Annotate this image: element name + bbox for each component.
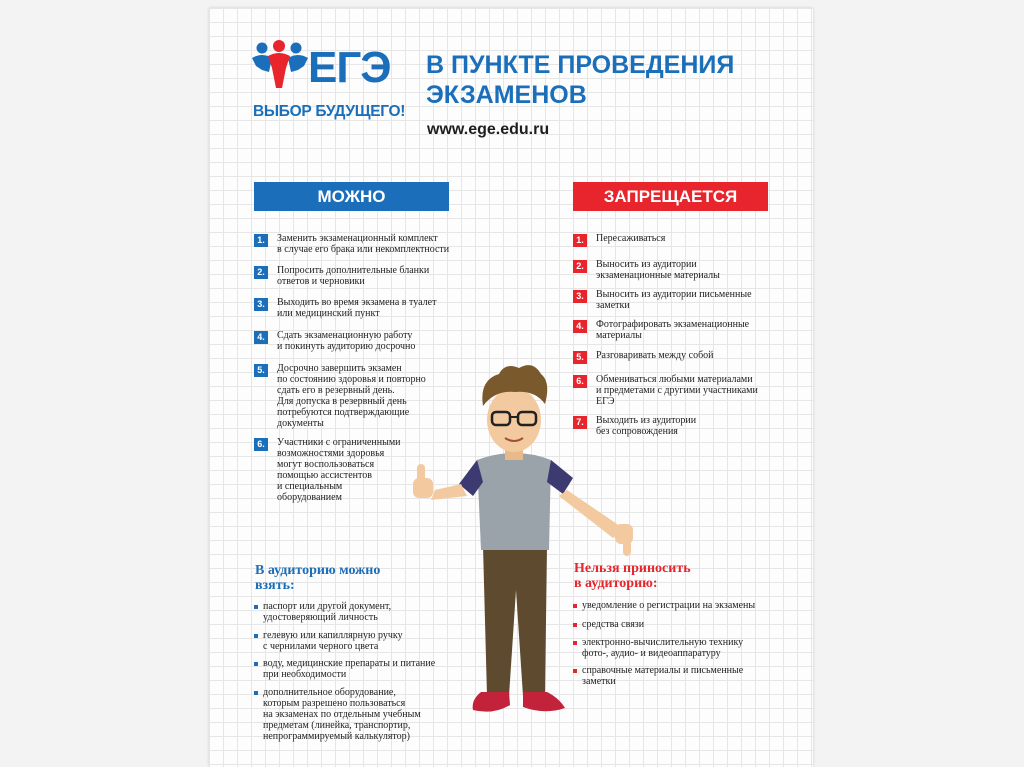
item-text: Пересаживаться (596, 233, 666, 244)
item-number: 5. (254, 364, 268, 377)
can-bring-item: паспорт или другой документ, удостоверяющий личность (254, 601, 391, 623)
item-number: 3. (573, 290, 587, 303)
logo-slogan: ВЫБОР БУДУЩЕГО! (253, 103, 406, 120)
allowed-banner: МОЖНО (254, 182, 449, 211)
item-number: 2. (573, 260, 587, 273)
can-bring-item: дополнительное оборудование, которым разрешено пользоваться на экзаменах по отдельным учебным предметам (линейка, транспортир, непрограммируемый калькулятор) (254, 687, 421, 742)
item-number: 5. (573, 351, 587, 364)
page-title (426, 50, 796, 110)
item-number: 2. (254, 266, 268, 279)
people-figures-icon (252, 40, 308, 90)
item-text: Выносить из аудитории экзаменационные материалы (596, 259, 720, 281)
item-text: Обмениваться любыми материалами и предметами с другими участниками ЕГЭ (596, 374, 758, 407)
allowed-item (254, 437, 401, 503)
item-number: 4. (254, 331, 268, 344)
cannot-bring-item: уведомление о регистрации на экзамены (573, 600, 755, 611)
forbidden-item (573, 289, 752, 311)
item-text: Выходить из аудитории без сопровождения (596, 415, 697, 437)
item-text: Досрочно завершить экзамен по состоянию здоровья и повторно сдать его в резервный день. Для допуска в резервный день потребуются подтверждающие документы (277, 363, 426, 429)
item-number: 4. (573, 320, 587, 333)
item-text: Разговаривать между собой (596, 350, 714, 361)
can-bring-heading: В аудиторию можно взять: (255, 563, 381, 593)
allowed-item (254, 265, 429, 287)
item-number: 3. (254, 298, 268, 311)
item-text: Сдать экзаменационную работу и покинуть аудиторию досрочно (277, 330, 416, 352)
title-line-2: ЭКЗАМЕНОВ (426, 81, 587, 109)
forbidden-item (573, 319, 749, 341)
item-text: Выносить из аудитории письменные заметки (596, 289, 752, 311)
allowed-item (254, 297, 436, 319)
item-text: Фотографировать экзаменационные материалы (596, 319, 750, 341)
site-url-link[interactable]: www.ege.edu.ru (427, 121, 550, 138)
allowed-item (254, 233, 449, 255)
cannot-bring-item: электронно-вычислительную технику фото-, аудио- и видеоаппаратуру (573, 637, 743, 659)
item-number: 1. (254, 234, 268, 247)
cannot-bring-item: средства связи (573, 619, 644, 630)
can-bring-item: гелевую или капиллярную ручку с чернилами черного цвета (254, 630, 403, 652)
allowed-item (254, 330, 415, 352)
item-text: Заменить экзаменационный комплект в случае его брака или некомплектности (277, 233, 450, 255)
cannot-bring-item: справочные материалы и письменные заметки (573, 665, 743, 687)
forbidden-item (573, 233, 665, 247)
cannot-bring-heading: Нельзя приносить в аудиторию: (574, 561, 691, 591)
item-number: 6. (254, 438, 268, 451)
item-number: 6. (573, 375, 587, 388)
item-number: 7. (573, 416, 587, 429)
forbidden-banner: ЗАПРЕЩАЕТСЯ (573, 182, 768, 211)
item-text: Выходить во время экзамена в туалет или медицинский пункт (277, 297, 437, 319)
item-number: 1. (573, 234, 587, 247)
item-text: Попросить дополнительные бланки ответов и черновики (277, 265, 430, 287)
title-line-1: В ПУНКТЕ ПРОВЕДЕНИЯ (426, 51, 735, 79)
logo-text: ЕГЭ (308, 43, 391, 92)
can-bring-item: воду, медицинские препараты и питание при необходимости (254, 658, 435, 680)
item-text: Участники с ограниченными возможностями здоровья могут воспользоваться помощью ассистентов и специальным оборудованием (277, 437, 401, 503)
forbidden-item (573, 259, 720, 281)
